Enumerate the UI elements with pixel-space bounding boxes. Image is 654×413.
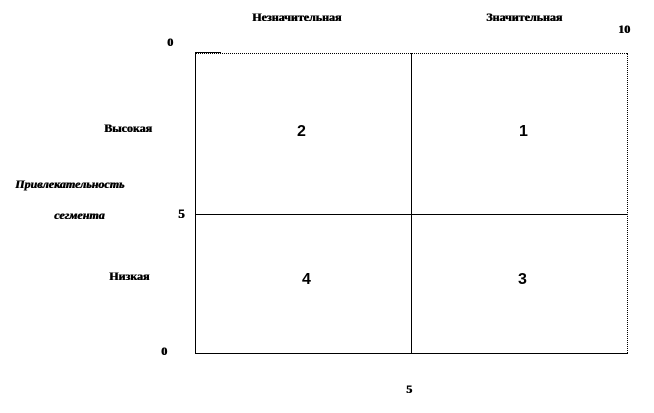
- quadrant-bottom-left-number: 4: [302, 271, 311, 288]
- matrix-right-border: [627, 53, 628, 353]
- row-label-low: Низкая: [109, 269, 150, 283]
- tick-top-left-zero: 0: [167, 35, 173, 49]
- tick-bottom-mid-five: 5: [406, 382, 412, 396]
- axis-title-line-2: сегмента: [54, 208, 105, 222]
- quadrant-top-right-number: 1: [519, 123, 528, 140]
- row-label-high: Высокая: [104, 121, 152, 135]
- quadrant-top-left-number: 2: [297, 123, 306, 140]
- quadrant-bottom-right-number: 3: [518, 271, 527, 288]
- matrix-bottom-border: [195, 353, 628, 354]
- matrix-left-border: [195, 53, 196, 354]
- matrix-vertical-divider: [411, 53, 412, 353]
- matrix-top-border-tick: [195, 52, 221, 53]
- tick-top-right-ten: 10: [618, 22, 630, 36]
- column-label-significant: Значительная: [486, 10, 563, 24]
- matrix-horizontal-divider: [195, 214, 628, 215]
- tick-left-mid-five: 5: [178, 206, 185, 221]
- axis-title-line-1: Привлекательность: [15, 177, 125, 191]
- tick-left-bottom-zero: 0: [161, 344, 167, 358]
- column-label-insignificant: Незначительная: [252, 10, 342, 24]
